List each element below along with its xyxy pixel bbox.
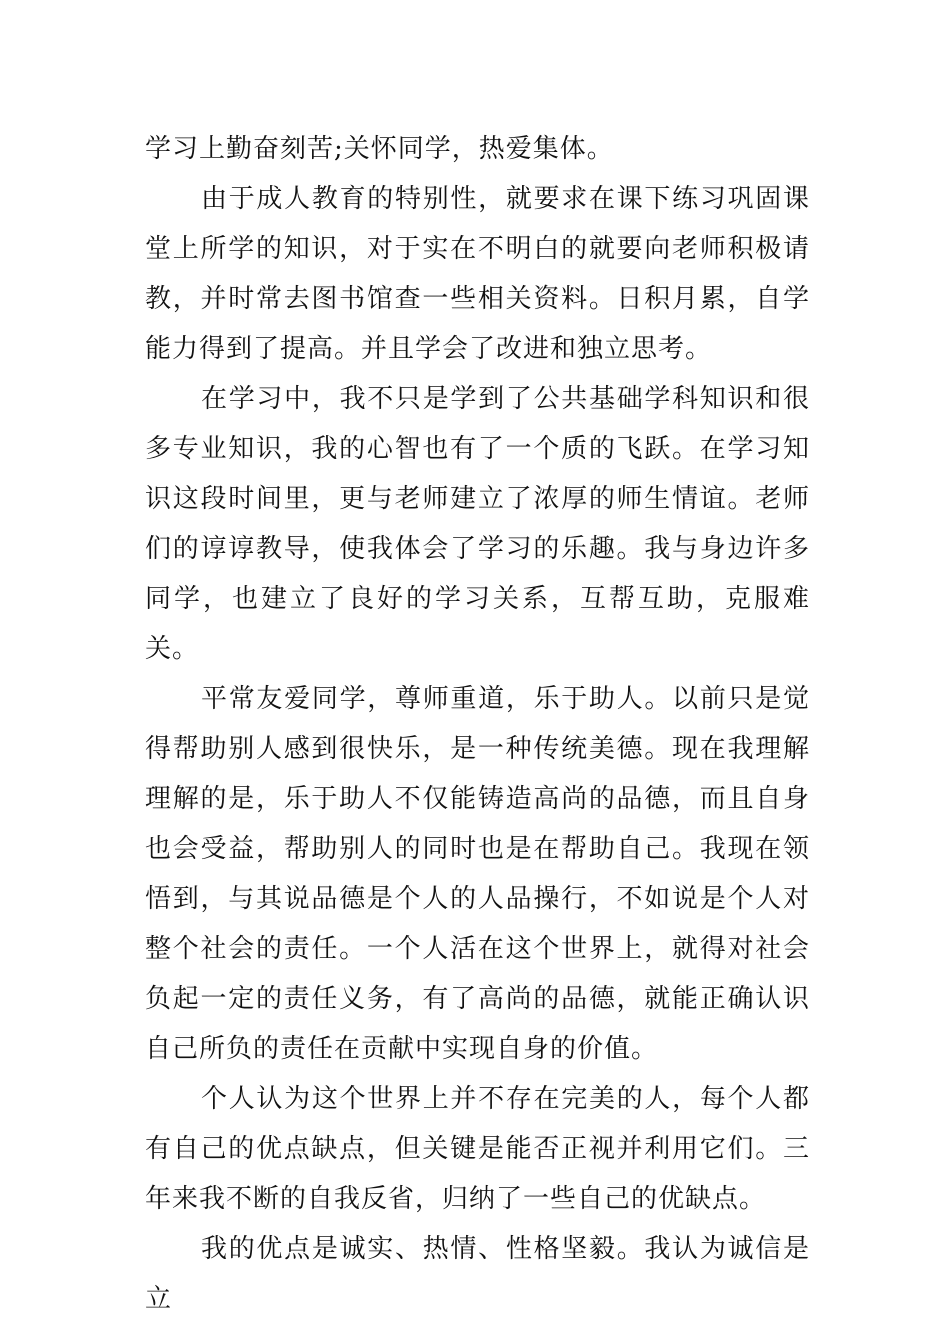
paragraph-5: 个人认为这个世界上并不存在完美的人，每个人都有自己的优点缺点，但关键是能否正视并利用它们。三年来我不断的自我反省，归纳了一些自己的优缺点。 <box>145 1084 810 1214</box>
paragraph-1: 学习上勤奋刻苦;关怀同学，热爱集体。 <box>145 134 614 164</box>
paragraph-3: 在学习中，我不只是学到了公共基础学科知识和很多专业知识，我的心智也有了一个质的飞跃。在学习知识这段时间里，更与老师建立了浓厚的师生情谊。老师们的谆谆教导，使我体会了学习的乐趣。我与身边许多同学，也建立了良好的学习关系，互帮互助，克服难关。 <box>145 384 810 664</box>
document-body <box>145 124 810 1324</box>
paragraph-6: 我的优点是诚实、热情、性格坚毅。我认为诚信是立 <box>145 1234 810 1314</box>
paragraph-2: 由于成人教育的特别性，就要求在课下练习巩固课堂上所学的知识，对于实在不明白的就要向老师积极请教，并时常去图书馆查一些相关资料。日积月累，自学能力得到了提高。并且学会了改进和独立思考。 <box>145 184 810 364</box>
paragraph-4: 平常友爱同学，尊师重道，乐于助人。以前只是觉得帮助别人感到很快乐，是一种传统美德。现在我理解理解的是，乐于助人不仅能铸造高尚的品德，而且自身也会受益，帮助别人的同时也是在帮助自己。我现在领悟到，与其说品德是个人的人品操行，不如说是个人对整个社会的责任。一个人活在这个世界上，就得对社会负起一定的责任义务，有了高尚的品德，就能正确认识自己所负的责任在贡献中实现自身的价值。 <box>145 684 810 1064</box>
